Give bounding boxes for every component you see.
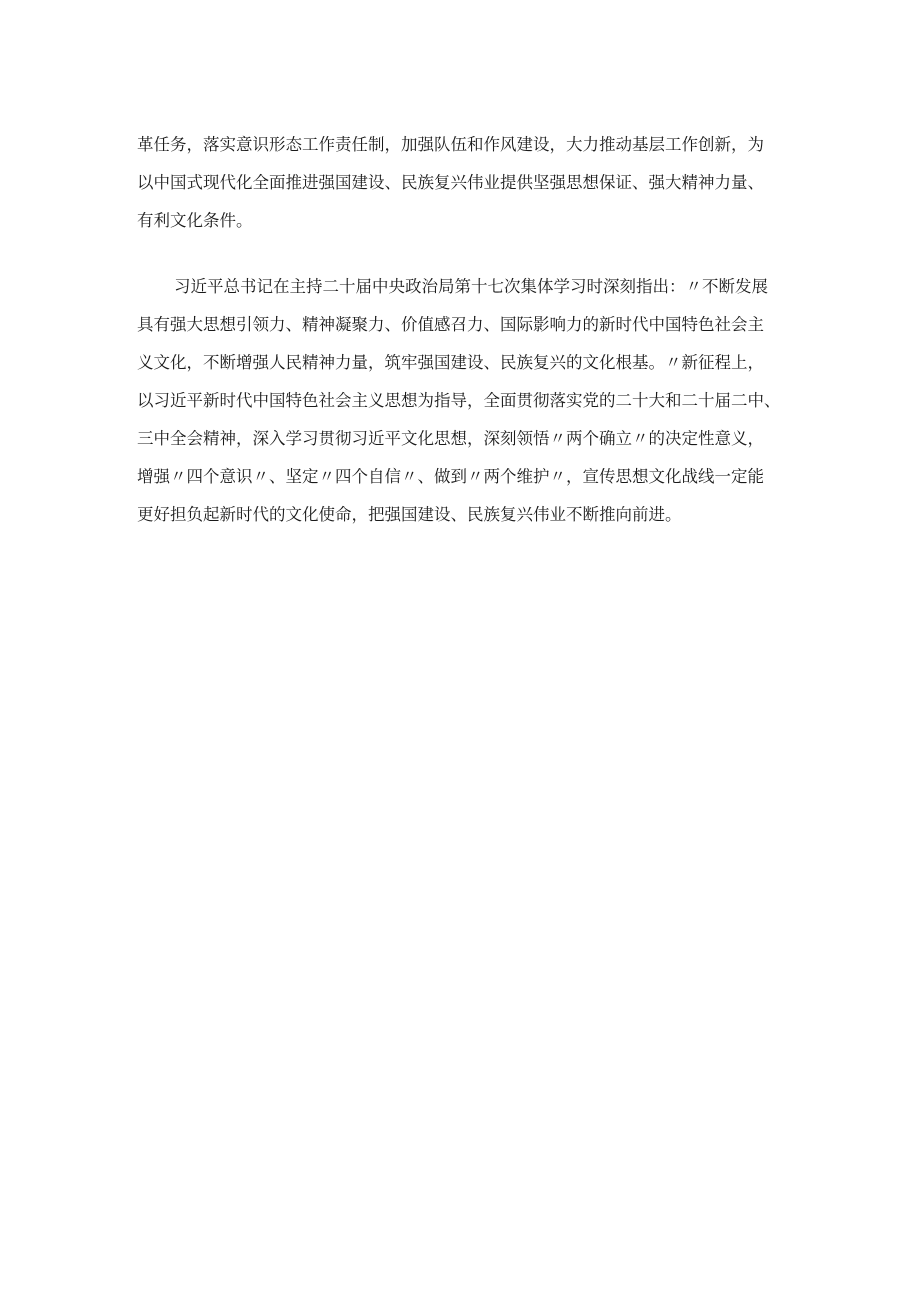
paragraph-gap: [137, 240, 787, 268]
paragraph-line: 有利文化条件。: [137, 211, 253, 230]
paragraph-line: 更好担负起新时代的文化使命，把强国建设、民族复兴伟业不断推向前进。: [137, 505, 682, 524]
paragraph-line: 增强〃四个意识〃、坚定〃四个自信〃、做到〃两个维护〃，宣传思想文化战线一定能: [137, 467, 764, 486]
paragraph-line: 革任务，落实意识形态工作责任制，加强队伍和作风建设，大力推动基层工作创新，为: [137, 135, 764, 154]
paragraph-line: 以中国式现代化全面推进强国建设、民族复兴伟业提供坚强思想保证、强大精神力量、: [137, 173, 764, 192]
paragraph-line: 义文化，不断增强人民精神力量，筑牢强国建设、民族复兴的文化根基。〃新征程上，: [137, 353, 764, 372]
paragraph-2: [137, 268, 787, 534]
paragraph-line: 具有强大思想引领力、精神凝聚力、价值感召力、国际影响力的新时代中国特色社会主: [137, 315, 764, 334]
paragraph-line: 三中全会精神，深入学习贯彻习近平文化思想，深刻领悟〃两个确立〃的决定性意义，: [137, 429, 764, 448]
document-body: [137, 126, 787, 534]
paragraph-line: 以习近平新时代中国特色社会主义思想为指导，全面贯彻落实党的二十大和二十届二中、: [137, 391, 781, 410]
paragraph-1: [137, 126, 787, 240]
paragraph-line: 习近平总书记在主持二十届中央政治局第十七次集体学习时深刻指出：〃不断发展: [174, 277, 768, 296]
